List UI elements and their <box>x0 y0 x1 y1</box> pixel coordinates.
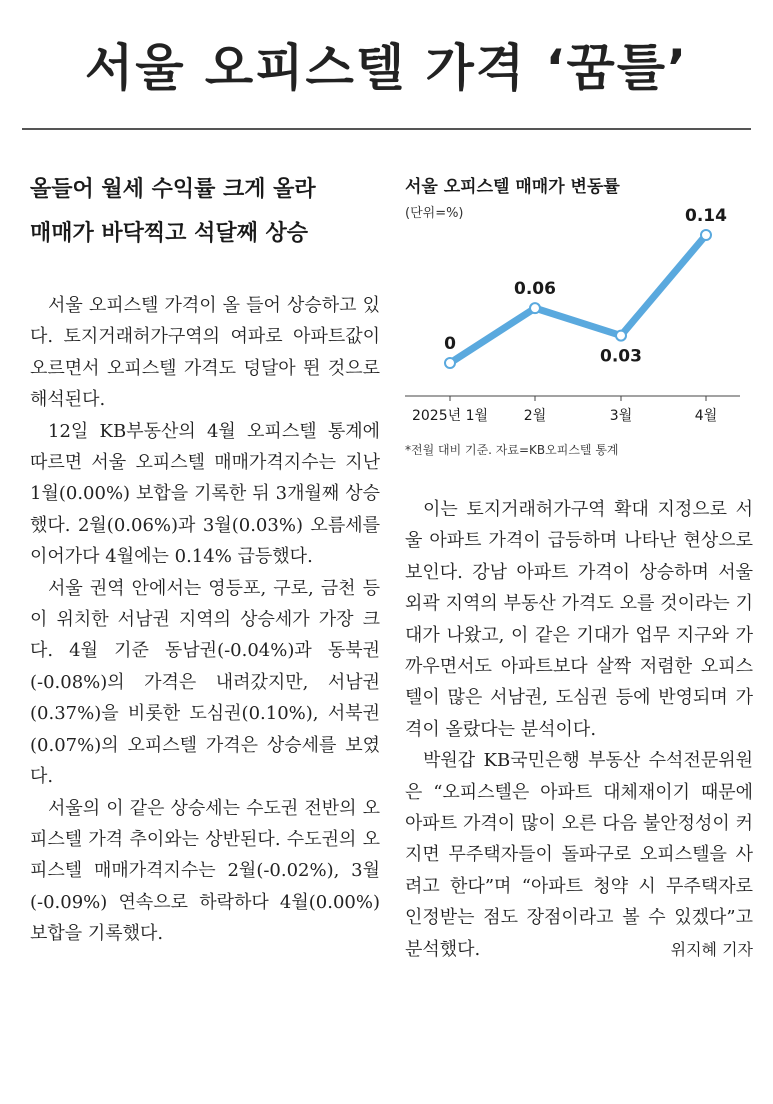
x-tick-label: 2025년 1월 <box>411 408 489 424</box>
data-point <box>616 331 626 341</box>
data-label: 0.03 <box>600 346 642 367</box>
byline: 위지혜 기자 <box>670 940 753 960</box>
data-point <box>701 230 711 240</box>
headline: 서울 오피스텔 가격 ‘꿈틀’ <box>84 39 689 97</box>
paragraph: 박원갑 KB국민은행 부동산 수석전문위원은 “오피스텔은 아파트 대체재이기 때문에 아파트 가격이 많이 오른 다음 불안정성이 커지면 무주택자들이 돌파구로 오피스텔을 사려고 한다”며 “아파트 청약 시 무주택자로 인정받는 점도 장점이라고 볼 수 있겠다”고 분석했다. <box>405 750 753 960</box>
data-label: 0 <box>444 334 456 354</box>
chart-source-note: *전월 대비 기준. 자료=KB오피스텔 통계 <box>405 443 619 457</box>
paragraph: 서울 오피스텔 가격이 올 들어 상승하고 있다. 토지거래허가구역의 여파로 아파트값이 오르면서 오피스텔 가격도 덩달아 뛴 것으로 해석된다. <box>30 295 380 411</box>
data-point <box>445 358 455 368</box>
article-column-right <box>405 494 753 965</box>
paragraph: 서울의 이 같은 상승세는 수도권 전반의 오피스텔 가격 추이와는 상반된다. 수도권의 오피스텔 매매가격지수는 2월(-0.02%), 3월(-0.09%) 연속으로 하락하다 4월(0.00%) 보합을 기록했다. <box>30 797 380 945</box>
line-chart <box>395 200 755 435</box>
paragraph: 12일 KB부동산의 4월 오피스텔 통계에 따르면 서울 오피스텔 매매가격지수는 지난 1월(0.00%) 보합을 기록한 뒤 3개월째 상승했다. 2월(0.06%)과 3월(0.03%) 오름세를 이어가다 4월에는 0.14% 급등했다. <box>30 420 380 568</box>
article-column-left <box>30 290 380 950</box>
subhead-line-2: 매매가 바닥찍고 석달째 상승 <box>30 221 309 246</box>
x-tick-label: 4월 <box>694 408 718 424</box>
chart-unit: (단위=%) <box>405 206 464 221</box>
subhead <box>30 168 380 256</box>
series-line <box>450 235 706 363</box>
data-label: 0.14 <box>685 206 727 226</box>
paragraph: 이는 토지거래허가구역 확대 지정으로 서울 아파트 가격이 급등하며 나타난 현상으로 보인다. 강남 아파트 가격이 상승하며 서울 외곽 지역의 부동산 가격도 오를 것이라는 기대가 나왔고, 이 같은 기대가 업무 지구와 가까우면서도 아파트보다 살짝 저렴한 오피스텔이 많은 서남권, 도심권 등에 반영되며 가격이 올랐다는 분석이다. <box>405 499 753 740</box>
chart-title: 서울 오피스텔 매매가 변동률 <box>405 177 620 197</box>
subhead-line-1: 올들어 월세 수익률 크게 올라 <box>30 177 316 202</box>
headline-divider <box>22 128 751 130</box>
data-label: 0.06 <box>514 279 556 300</box>
paragraph: 서울 권역 안에서는 영등포, 구로, 금천 등이 위치한 서남권 지역의 상승세가 가장 크다. 4월 기준 동남권(-0.04%)과 동북권(-0.08%)의 가격은 내려갔지만, 서남권(0.37%)을 비롯한 도심권(0.10%), 서북권(0.07%)의 오피스텔 가격은 상승세를 보였다. <box>30 577 380 788</box>
data-point <box>530 303 540 313</box>
x-tick-label: 3월 <box>609 408 633 424</box>
x-tick-label: 2월 <box>523 408 547 424</box>
